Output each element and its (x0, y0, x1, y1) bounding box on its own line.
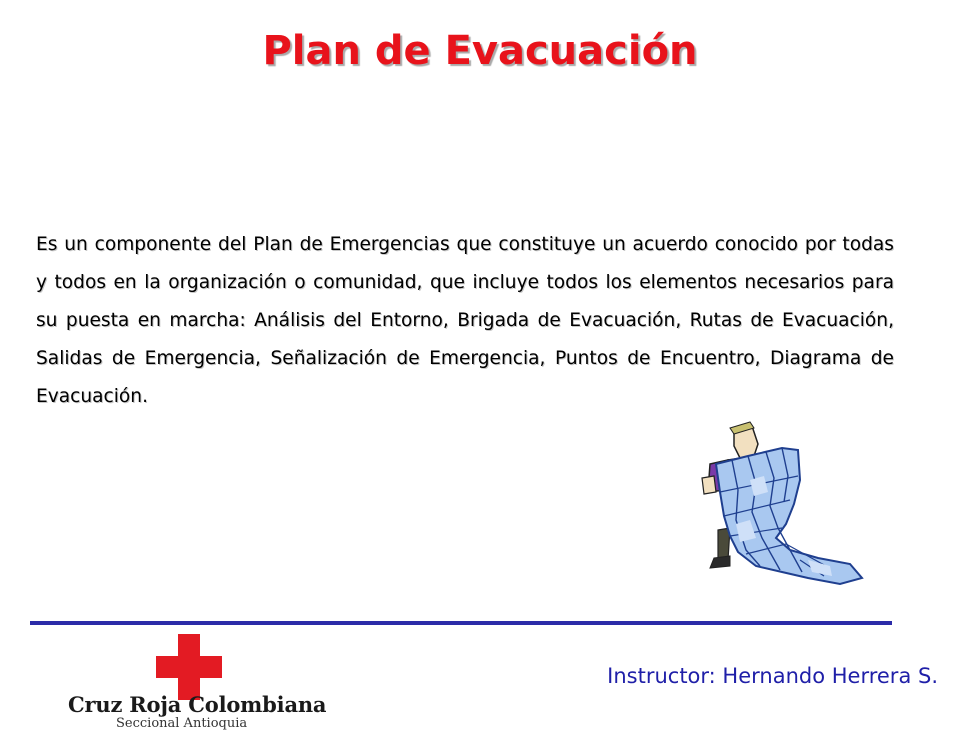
footer-divider (30, 621, 892, 625)
logo-subtext: Seccional Antioquia (116, 716, 248, 731)
slide-title: Plan de Evacuación (262, 28, 698, 74)
person-reading-map-icon (690, 420, 870, 590)
logo-organization-name: Cruz Roja Colombiana (68, 692, 327, 717)
cruz-roja-logo (60, 630, 330, 731)
slide-body-text: Es un componente del Plan de Emergencias que constituye un acuerdo conocido por todas y todos en la organización o comunidad, que incluye todos los elementos necesarios para su puesta en marcha: Análisis del Entorno, Brigada de Evacuación, Rutas de Evacuación, Salidas de Emergencia, Señalización de Emergencia, Puntos de Encuentro, Diagrama de Evacuación. (36, 234, 894, 407)
instructor-label: Instructor: Hernando Herrera S. (607, 664, 938, 688)
